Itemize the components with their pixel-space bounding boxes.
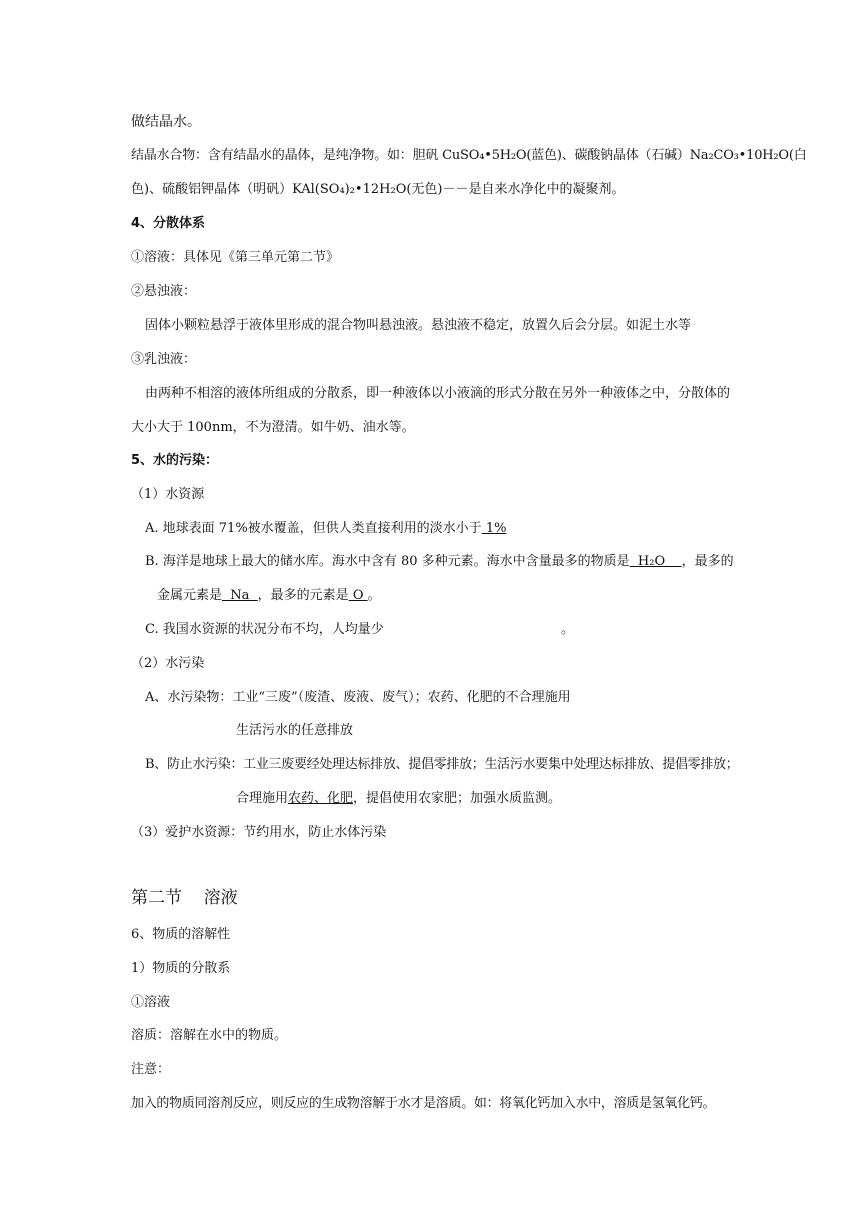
text-span: B. 海洋是地球上最大的储水库。海水中含有 80 多种元素。海水中含量最多的物质是 <box>145 554 630 569</box>
text-line: A、水污染物：工业“三废”（废渣、废液、废气）；农药、化肥的不合理施用 <box>145 690 571 705</box>
answer-blank: O <box>348 588 368 603</box>
text-line: 固体小颗粒悬浮于液体里形成的混合物叫悬浊液。悬浊液不稳定，放置久后会分层。如泥土水等 <box>145 318 692 333</box>
text-line: 由两种不相溶的液体所组成的分散系，即一种液体以小液滴的形式分散在另外一种液体之中，分散体的 <box>145 386 731 401</box>
text-line: ①溶液：具体见《第三单元第二节》 <box>131 250 340 265</box>
text-line: （2）水污染 <box>131 656 205 671</box>
text-line: C. 我国水资源的状况分布不均，人均量少 <box>145 622 384 637</box>
text-line: 注意： <box>131 1062 171 1077</box>
text-span: 合理施用 <box>236 791 289 806</box>
answer-blank: 1% <box>481 521 507 536</box>
text-line: 1）物质的分散系 <box>131 961 231 976</box>
text-line: 加入的物质同溶剂反应，则反应的生成物溶解于水才是溶质。如：将氧化钙加入水中，溶质是氢氧化钙。 <box>131 1096 716 1111</box>
text-span: A. 地球表面 71%被水覆盖，但供人类直接利用的淡水小于 <box>145 521 482 536</box>
text-span: 。 <box>367 588 381 603</box>
answer-blank: Na <box>222 588 258 603</box>
text-line: 做结晶水。 <box>131 114 201 130</box>
text-span: ，提倡使用农家肥；加强水质监测。 <box>353 791 562 806</box>
text-line: ②悬浊液： <box>131 284 197 299</box>
section-heading: 4、分散体系 <box>131 216 206 231</box>
text-line <box>236 790 561 808</box>
answer-blank: H₂O <box>629 554 682 569</box>
text-line <box>145 520 506 538</box>
text-line: 结晶水合物：含有结晶水的晶体，是纯净物。如：胆矾 CuSO₄•5H₂O(蓝色)、碳酸钠晶体（石碱）Na₂CO₃•10H₂O(白 <box>131 148 807 163</box>
section-heading: 5、水的污染： <box>131 453 219 468</box>
text-line: 6、物质的溶解性 <box>131 927 231 942</box>
text-line: 。 <box>561 622 575 637</box>
text-line: 溶质：溶解在水中的物质。 <box>131 1028 288 1043</box>
text-span: 金属元素是 <box>157 588 223 603</box>
text-line: ③乳浊液： <box>131 352 197 367</box>
underlined-text: 农药、化肥 <box>288 791 354 806</box>
text-line: 色)、硫酸铝钾晶体（明矾）KAl(SO₄)₂•12H₂O(无色)－－是自来水净化中的凝聚剂。 <box>131 182 625 197</box>
section-title: 第二节 溶液 <box>131 888 238 908</box>
text-line: 生活污水的任意排放 <box>236 723 354 738</box>
text-line <box>145 553 734 571</box>
text-line: （3）爱护水资源：节约用水，防止水体污染 <box>131 825 387 840</box>
text-span: ，最多的 <box>681 554 734 569</box>
text-line: ①溶液 <box>131 995 171 1010</box>
text-span: ，最多的元素是 <box>257 588 349 603</box>
text-line: B、防止水污染：工业三废要经处理达标排放、提倡零排放；生活污水要集中处理达标排放、提倡零排放； <box>145 757 739 772</box>
text-line <box>157 587 381 605</box>
text-line: （1）水资源 <box>131 487 205 502</box>
text-line: 大小大于 100nm，不为澄清。如牛奶、油水等。 <box>131 420 415 435</box>
